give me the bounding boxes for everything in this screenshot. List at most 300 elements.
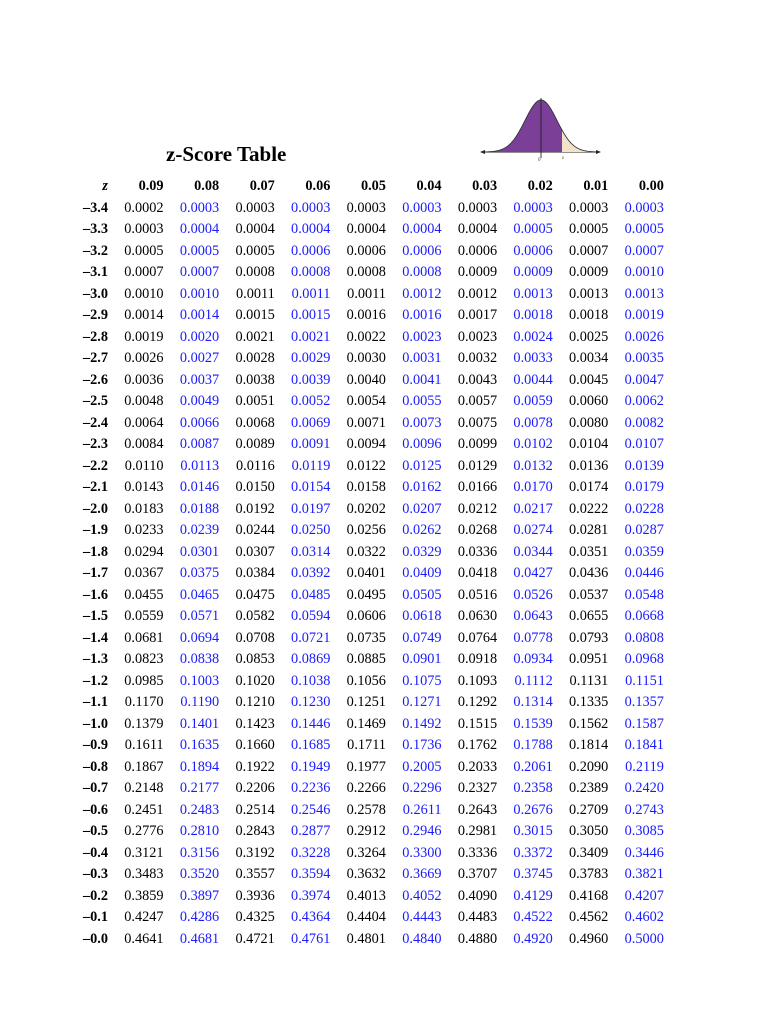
probability-cell: 0.0708	[235, 629, 275, 646]
probability-cell: 0.0287	[624, 522, 664, 538]
probability-cell: 0.2611	[402, 801, 442, 818]
probability-cell: 0.0008	[402, 264, 442, 280]
z-value: –1.6	[82, 586, 108, 603]
probability-cell: 0.0951	[569, 651, 609, 667]
probability-cell: 0.2296	[402, 780, 442, 796]
probability-cell: 0.0262	[402, 522, 442, 538]
probability-cell: 0.2643	[457, 801, 498, 818]
probability-cell: 0.0485	[291, 586, 331, 603]
normal-curve-icon	[480, 92, 602, 162]
probability-cell: 0.4920	[513, 930, 553, 947]
probability-cell: 0.0012	[457, 285, 498, 302]
probability-cell: 0.0392	[291, 565, 331, 581]
probability-cell: 0.0002	[124, 199, 164, 216]
probability-cell: 0.1949	[291, 758, 331, 775]
probability-cell: 0.0064	[124, 414, 164, 431]
probability-cell: 0.3483	[124, 866, 164, 882]
probability-cell: 0.0039	[291, 371, 331, 388]
probability-cell: 0.0020	[179, 328, 220, 345]
probability-cell: 0.0089	[235, 436, 275, 452]
probability-cell: 0.0004	[235, 221, 275, 237]
probability-cell: 0.3336	[457, 844, 498, 861]
probability-cell: 0.1210	[235, 694, 275, 710]
probability-cell: 0.4404	[346, 909, 386, 925]
z-value: –1.4	[82, 629, 108, 646]
probability-cell: 0.0643	[513, 608, 553, 624]
probability-cell: 0.0102	[513, 436, 553, 452]
probability-cell: 0.0004	[291, 221, 331, 237]
probability-cell: 0.0075	[457, 414, 498, 431]
probability-cell: 0.0154	[291, 479, 331, 495]
probability-cell: 0.0170	[513, 479, 553, 495]
probability-cell: 0.1446	[291, 715, 331, 732]
table-row	[72, 542, 664, 564]
probability-cell: 0.4801	[346, 930, 386, 947]
probability-cell: 0.3085	[624, 823, 664, 839]
probability-cell: 0.3745	[513, 866, 553, 882]
probability-cell: 0.1736	[402, 737, 442, 753]
probability-cell: 0.0010	[624, 264, 664, 280]
probability-cell: 0.2546	[291, 801, 331, 818]
probability-cell: 0.0016	[346, 307, 386, 323]
probability-cell: 0.0375	[179, 565, 220, 581]
probability-cell: 0.4522	[513, 909, 553, 925]
probability-cell: 0.2709	[569, 801, 609, 818]
probability-cell: 0.0571	[179, 608, 220, 624]
probability-cell: 0.0010	[124, 285, 164, 302]
probability-cell: 0.0049	[179, 393, 220, 409]
probability-cell: 0.1515	[457, 715, 498, 732]
probability-cell: 0.0668	[624, 608, 664, 624]
probability-cell: 0.0009	[457, 264, 498, 280]
table-row	[72, 327, 664, 349]
column-header: 0.00	[638, 178, 664, 194]
probability-cell: 0.1423	[235, 715, 275, 732]
probability-cell: 0.0582	[235, 608, 275, 624]
probability-cell: 0.3228	[291, 844, 331, 861]
probability-cell: 0.0838	[179, 651, 220, 667]
probability-cell: 0.0043	[457, 371, 498, 388]
probability-cell: 0.0060	[569, 393, 609, 409]
table-row	[72, 757, 664, 779]
probability-cell: 0.2743	[624, 801, 664, 818]
probability-cell: 0.0062	[624, 393, 664, 409]
z-value: –2.7	[82, 350, 108, 366]
table-row	[72, 284, 664, 306]
probability-cell: 0.1469	[346, 715, 386, 732]
probability-cell: 0.0026	[124, 350, 164, 366]
table-row	[72, 348, 664, 370]
probability-cell: 0.0030	[346, 350, 386, 366]
z-value: –2.2	[82, 457, 108, 474]
probability-cell: 0.0526	[513, 586, 553, 603]
probability-cell: 0.0594	[291, 608, 331, 624]
probability-cell: 0.2266	[346, 780, 386, 796]
probability-cell: 0.0618	[402, 608, 442, 624]
probability-cell: 0.1401	[179, 715, 220, 732]
probability-cell: 0.1922	[235, 758, 275, 775]
z-value: –0.2	[82, 887, 108, 904]
probability-cell: 0.1685	[291, 737, 331, 753]
probability-cell: 0.3821	[624, 866, 664, 882]
probability-cell: 0.0274	[513, 522, 553, 538]
probability-cell: 0.1271	[402, 694, 442, 710]
probability-cell: 0.0344	[513, 543, 553, 560]
probability-cell: 0.0869	[291, 651, 331, 667]
probability-cell: 0.1635	[179, 737, 220, 753]
probability-cell: 0.4247	[124, 909, 164, 925]
probability-cell: 0.2327	[457, 780, 498, 796]
probability-cell: 0.0004	[457, 221, 498, 237]
probability-cell: 0.0033	[513, 350, 553, 366]
probability-cell: 0.3897	[179, 887, 220, 904]
probability-cell: 0.4721	[235, 930, 275, 947]
probability-cell: 0.0129	[457, 457, 498, 474]
probability-cell: 0.1151	[625, 672, 664, 689]
probability-cell: 0.0681	[124, 629, 164, 646]
probability-cell: 0.2236	[291, 780, 331, 796]
probability-cell: 0.0003	[457, 199, 498, 216]
column-header: 0.06	[305, 178, 331, 194]
probability-cell: 0.0239	[179, 522, 220, 538]
probability-cell: 0.0007	[124, 264, 164, 280]
probability-cell: 0.3015	[513, 823, 553, 839]
probability-cell: 0.1056	[346, 672, 386, 689]
probability-cell: 0.0014	[124, 307, 164, 323]
probability-cell: 0.3409	[569, 844, 609, 861]
probability-cell: 0.0006	[457, 242, 498, 259]
probability-cell: 0.0006	[402, 242, 442, 259]
probability-cell: 0.0192	[235, 500, 275, 517]
probability-cell: 0.1292	[457, 694, 498, 710]
table-row	[72, 413, 664, 435]
probability-cell: 0.0013	[624, 285, 664, 302]
probability-cell: 0.1977	[346, 758, 386, 775]
probability-cell: 0.0059	[513, 393, 553, 409]
probability-cell: 0.0179	[624, 479, 664, 495]
probability-cell: 0.0013	[513, 285, 553, 302]
probability-cell: 0.2946	[402, 823, 442, 839]
probability-cell: 0.0052	[291, 393, 331, 409]
probability-cell: 0.4562	[569, 909, 609, 925]
probability-cell: 0.0026	[624, 328, 664, 345]
probability-cell: 0.0436	[569, 565, 609, 581]
table-row	[72, 434, 664, 456]
probability-cell: 0.0307	[235, 543, 275, 560]
probability-cell: 0.0630	[457, 608, 498, 624]
z-value: –2.8	[82, 328, 108, 345]
probability-cell: 0.0044	[513, 371, 553, 388]
probability-cell: 0.0014	[179, 307, 220, 323]
probability-cell: 0.0268	[457, 522, 498, 538]
probability-cell: 0.0038	[235, 371, 275, 388]
probability-cell: 0.0071	[346, 414, 386, 431]
probability-cell: 0.0655	[569, 608, 609, 624]
z-value: –1.9	[82, 522, 108, 538]
probability-cell: 0.0011	[235, 285, 275, 302]
table-row	[72, 456, 664, 478]
probability-cell: 0.2005	[402, 758, 442, 775]
probability-cell: 0.2090	[569, 758, 609, 775]
z-column-header: z	[102, 178, 108, 194]
probability-cell: 0.0465	[179, 586, 220, 603]
probability-cell: 0.0004	[402, 221, 442, 237]
probability-cell: 0.0183	[124, 500, 164, 517]
z-value: –3.4	[82, 199, 108, 216]
probability-cell: 0.1314	[513, 694, 553, 710]
probability-cell: 0.0107	[624, 436, 664, 452]
probability-cell: 0.0015	[291, 307, 331, 323]
probability-cell: 0.0217	[513, 500, 553, 517]
probability-cell: 0.0028	[235, 350, 275, 366]
table-row	[72, 499, 664, 521]
probability-cell: 0.0853	[235, 651, 275, 667]
probability-cell: 0.0495	[346, 586, 386, 603]
probability-cell: 0.0119	[291, 457, 331, 474]
probability-cell: 0.0091	[291, 436, 331, 452]
probability-cell: 0.0721	[291, 629, 331, 646]
table-row	[72, 735, 664, 757]
probability-cell: 0.2912	[346, 823, 386, 839]
probability-cell: 0.0113	[180, 457, 220, 474]
probability-cell: 0.0322	[346, 543, 386, 560]
probability-cell: 0.0055	[402, 393, 442, 409]
probability-cell: 0.0006	[513, 242, 553, 259]
table-row	[72, 520, 664, 542]
probability-cell: 0.0037	[179, 371, 220, 388]
probability-cell: 0.0116	[235, 457, 275, 474]
probability-cell: 0.0537	[569, 586, 609, 603]
column-header: 0.02	[527, 178, 553, 194]
probability-cell: 0.0446	[624, 565, 664, 581]
probability-cell: 0.3446	[624, 844, 664, 861]
z-value: –3.0	[82, 285, 108, 302]
table-row	[72, 606, 664, 628]
table-row	[72, 907, 664, 929]
probability-cell: 0.0021	[291, 328, 331, 345]
table-row	[72, 198, 664, 220]
column-header: 0.05	[360, 178, 386, 194]
probability-cell: 0.3557	[235, 866, 275, 882]
probability-cell: 0.0004	[179, 221, 220, 237]
table-row	[72, 864, 664, 886]
probability-cell: 0.0256	[346, 522, 386, 538]
probability-cell: 0.4443	[402, 909, 442, 925]
probability-cell: 0.1762	[457, 737, 498, 753]
probability-cell: 0.2483	[179, 801, 220, 818]
probability-cell: 0.4168	[569, 887, 609, 904]
probability-cell: 0.2877	[291, 823, 331, 839]
table-row	[72, 714, 664, 736]
z-value: –3.2	[82, 242, 108, 259]
probability-cell: 0.0793	[569, 629, 609, 646]
probability-cell: 0.3594	[291, 866, 331, 882]
z-value: –0.6	[82, 801, 108, 818]
probability-cell: 0.0336	[457, 543, 498, 560]
probability-cell: 0.1788	[513, 737, 553, 753]
z-value: –2.9	[82, 307, 108, 323]
probability-cell: 0.2177	[179, 780, 220, 796]
z-value: –2.3	[82, 436, 108, 452]
z-value: –1.2	[82, 672, 108, 689]
probability-cell: 0.1867	[124, 758, 164, 775]
probability-cell: 0.0007	[624, 242, 664, 259]
column-header: 0.08	[194, 178, 220, 194]
probability-cell: 0.0011	[291, 285, 331, 302]
probability-cell: 0.0005	[569, 221, 609, 237]
probability-cell: 0.1539	[513, 715, 553, 732]
probability-cell: 0.5000	[624, 930, 664, 947]
probability-cell: 0.0009	[569, 264, 609, 280]
probability-cell: 0.0003	[346, 199, 386, 216]
probability-cell: 0.0087	[179, 436, 220, 452]
probability-cell: 0.1379	[124, 715, 164, 732]
probability-cell: 0.1190	[180, 694, 220, 710]
probability-cell: 0.1230	[291, 694, 331, 710]
probability-cell: 0.0003	[291, 199, 331, 216]
probability-cell: 0.0516	[457, 586, 498, 603]
table-row	[72, 929, 664, 951]
probability-cell: 0.0384	[235, 565, 275, 581]
probability-cell: 0.0202	[346, 500, 386, 517]
probability-cell: 0.0021	[235, 328, 275, 345]
probability-cell: 0.0281	[569, 522, 609, 538]
probability-cell: 0.0054	[346, 393, 386, 409]
probability-cell: 0.0233	[124, 522, 164, 538]
probability-cell: 0.0985	[124, 672, 164, 689]
column-header: 0.04	[416, 178, 442, 194]
probability-cell: 0.0041	[402, 371, 442, 388]
probability-cell: 0.4325	[235, 909, 275, 925]
z-label: z	[562, 156, 564, 161]
probability-cell: 0.0010	[179, 285, 220, 302]
probability-cell: 0.0005	[124, 242, 164, 259]
probability-cell: 0.0427	[513, 565, 553, 581]
probability-cell: 0.0222	[569, 500, 609, 517]
probability-cell: 0.0143	[124, 479, 164, 495]
probability-cell: 0.0022	[346, 328, 386, 345]
probability-cell: 0.0066	[179, 414, 220, 431]
z-value: –1.3	[82, 651, 108, 667]
probability-cell: 0.1357	[624, 694, 664, 710]
probability-cell: 0.0029	[291, 350, 331, 366]
probability-cell: 0.0004	[346, 221, 386, 237]
probability-cell: 0.0025	[569, 328, 609, 345]
probability-cell: 0.1814	[569, 737, 609, 753]
probability-cell: 0.0003	[179, 199, 220, 216]
probability-cell: 0.0005	[235, 242, 275, 259]
z-value: –0.1	[82, 909, 108, 925]
probability-cell: 0.0057	[457, 393, 498, 409]
probability-cell: 0.1611	[124, 737, 164, 753]
z-value: –0.9	[82, 737, 108, 753]
probability-cell: 0.0013	[569, 285, 609, 302]
probability-cell: 0.0094	[346, 436, 386, 452]
table-row	[72, 305, 664, 327]
probability-cell: 0.3156	[179, 844, 220, 861]
probability-cell: 0.3974	[291, 887, 331, 904]
probability-cell: 0.3859	[124, 887, 164, 904]
probability-cell: 0.1131	[569, 672, 609, 689]
table-row	[72, 800, 664, 822]
z-value: –1.0	[82, 715, 108, 732]
probability-cell: 0.2776	[124, 823, 164, 839]
probability-cell: 0.4880	[457, 930, 498, 947]
probability-cell: 0.3050	[569, 823, 609, 839]
probability-cell: 0.1020	[235, 672, 275, 689]
header-row	[72, 176, 664, 198]
probability-cell: 0.3264	[346, 844, 386, 861]
probability-cell: 0.2033	[457, 758, 498, 775]
table-row	[72, 671, 664, 693]
probability-cell: 0.1093	[457, 672, 498, 689]
table-row	[72, 262, 664, 284]
z-value: –2.5	[82, 393, 108, 409]
probability-cell: 0.0048	[124, 393, 164, 409]
table-row	[72, 649, 664, 671]
probability-cell: 0.2358	[513, 780, 553, 796]
probability-cell: 0.0034	[569, 350, 609, 366]
probability-cell: 0.0132	[513, 457, 553, 474]
z-value: –0.5	[82, 823, 108, 839]
probability-cell: 0.0008	[346, 264, 386, 280]
probability-cell: 0.0505	[402, 586, 442, 603]
probability-cell: 0.0005	[179, 242, 220, 259]
page-title: z-Score Table	[166, 142, 287, 166]
probability-cell: 0.0031	[402, 350, 442, 366]
probability-cell: 0.0006	[346, 242, 386, 259]
probability-cell: 0.0823	[124, 651, 164, 667]
probability-cell: 0.3936	[235, 887, 275, 904]
probability-cell: 0.0968	[624, 651, 664, 667]
probability-cell: 0.0359	[624, 543, 664, 560]
probability-cell: 0.0011	[347, 285, 386, 302]
probability-cell: 0.3707	[457, 866, 498, 882]
probability-cell: 0.1562	[569, 715, 609, 732]
probability-cell: 0.4129	[513, 887, 553, 904]
probability-cell: 0.0174	[569, 479, 609, 495]
probability-cell: 0.4364	[291, 909, 331, 925]
probability-cell: 0.2119	[625, 758, 664, 775]
column-header: 0.09	[138, 178, 164, 194]
probability-cell: 0.2061	[513, 758, 553, 775]
probability-cell: 0.1335	[569, 694, 609, 710]
probability-cell: 0.0082	[624, 414, 664, 431]
probability-cell: 0.0162	[402, 479, 442, 495]
probability-cell: 0.0188	[179, 500, 220, 517]
probability-cell: 0.2451	[124, 801, 164, 818]
probability-cell: 0.0007	[179, 264, 220, 280]
table-row	[72, 886, 664, 908]
probability-cell: 0.0047	[624, 371, 664, 388]
table-row	[72, 628, 664, 650]
table-row	[72, 843, 664, 865]
probability-cell: 0.0749	[402, 629, 442, 646]
probability-cell: 0.2148	[124, 780, 164, 796]
probability-cell: 0.0735	[346, 629, 386, 646]
probability-cell: 0.0778	[513, 629, 553, 646]
probability-cell: 0.0885	[346, 651, 386, 667]
probability-cell: 0.0301	[179, 543, 220, 560]
probability-cell: 0.1587	[624, 715, 664, 732]
probability-cell: 0.0040	[346, 371, 386, 388]
probability-cell: 0.1003	[179, 672, 220, 689]
probability-cell: 0.2676	[513, 801, 553, 818]
z-value: –2.0	[82, 500, 108, 517]
probability-cell: 0.3121	[124, 844, 164, 861]
table-row	[72, 477, 664, 499]
probability-cell: 0.0136	[569, 457, 609, 474]
